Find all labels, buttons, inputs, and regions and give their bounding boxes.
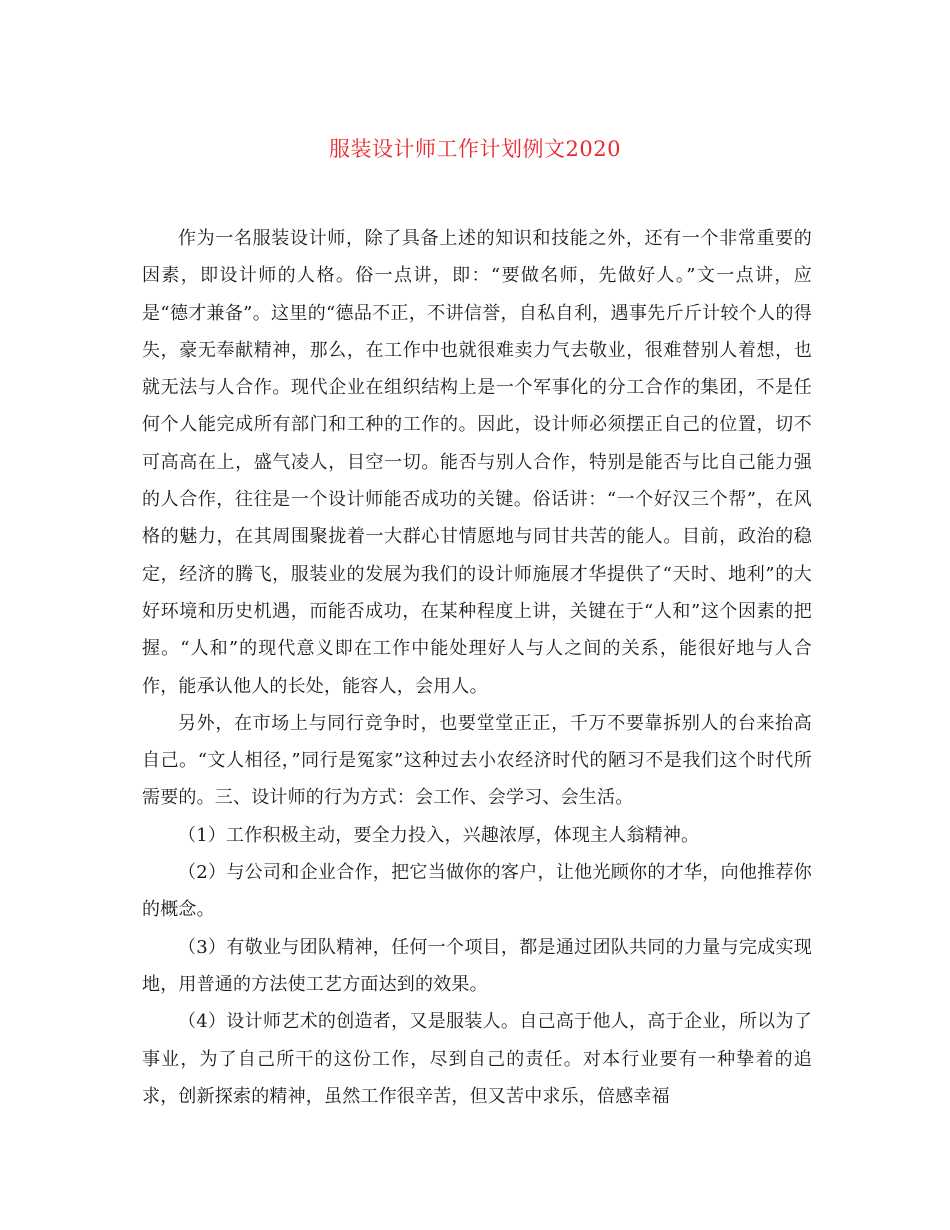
paragraph-1: 作为一名服装设计师，除了具备上述的知识和技能之外，还有一个非常重要的因素，即设计师的人格。俗一点讲，即：“要做名师，先做好人。”文一点讲，应是“德才兼备”。这里的“德品不正，不讲信誉，自私自利，遇事先斤斤计较个人的得失，豪无奉献精神，那么，在工作中也就很难卖力气去敬业，很难替别人着想，也就无法与人合作。现代企业在组织结构上是一个军事化的分工合作的集团，不是任何个人能完成所有部门和工种的工作的。因此，设计师必须摆正自己的位置，切不可高高在上，盛气凌人，目空一切。能否与别人合作，特别是能否与比自己能力强的人合作，往往是一个设计师能否成功的关键。俗话讲：“一个好汉三个帮”，在风格的魅力，在其周围聚拢着一大群心甘情愿地与同甘共苦的能人。目前，政治的稳定，经济的腾飞，服装业的发展为我们的设计师施展才华提供了“天时、地利”的大好环境和历史机遇，而能否成功，在某种程度上讲，关键在于“人和”这个因素的把握。“人和”的现代意义即在工作中能处理好人与人之间的关系，能很好地与人合作，能承认他人的长处，能容人，会用人。: [142, 228, 812, 697]
document-body: [142, 220, 812, 1115]
paragraph-2: 另外，在市场上与同行竞争时，也要堂堂正正，千万不要靠拆别人的台来抬高自己。“文人相径，”同行是冤家”这种过去小农经济时代的陋习不是我们这个时代所需要的。三、设计师的行为方式：会工作、会学习、会生活。: [142, 712, 812, 809]
paragraph-3: （1）工作积极主动，要全力投入，兴趣浓厚，体现主人翁精神。: [178, 824, 700, 846]
paragraph-4: （2）与公司和企业合作，把它当做你的客户，让他光顾你的才华，向他推荐你的概念。: [142, 862, 812, 921]
document-title: 服装设计师工作计划例文2020: [329, 137, 621, 161]
paragraph-5: （3）有敬业与团队精神，任何一个项目，都是通过团队共同的力量与完成实现地，用普通的方法使工艺方面达到的效果。: [142, 936, 812, 995]
paragraph-6: （4）设计师艺术的创造者，又是服装人。自己高于他人，高于企业，所以为了事业，为了自己所干的这份工作，尽到自己的责任。对本行业要有一种挚着的追求，创新探索的精神，虽然工作很辛苦，但又苦中求乐，倍感幸福: [142, 1011, 812, 1107]
